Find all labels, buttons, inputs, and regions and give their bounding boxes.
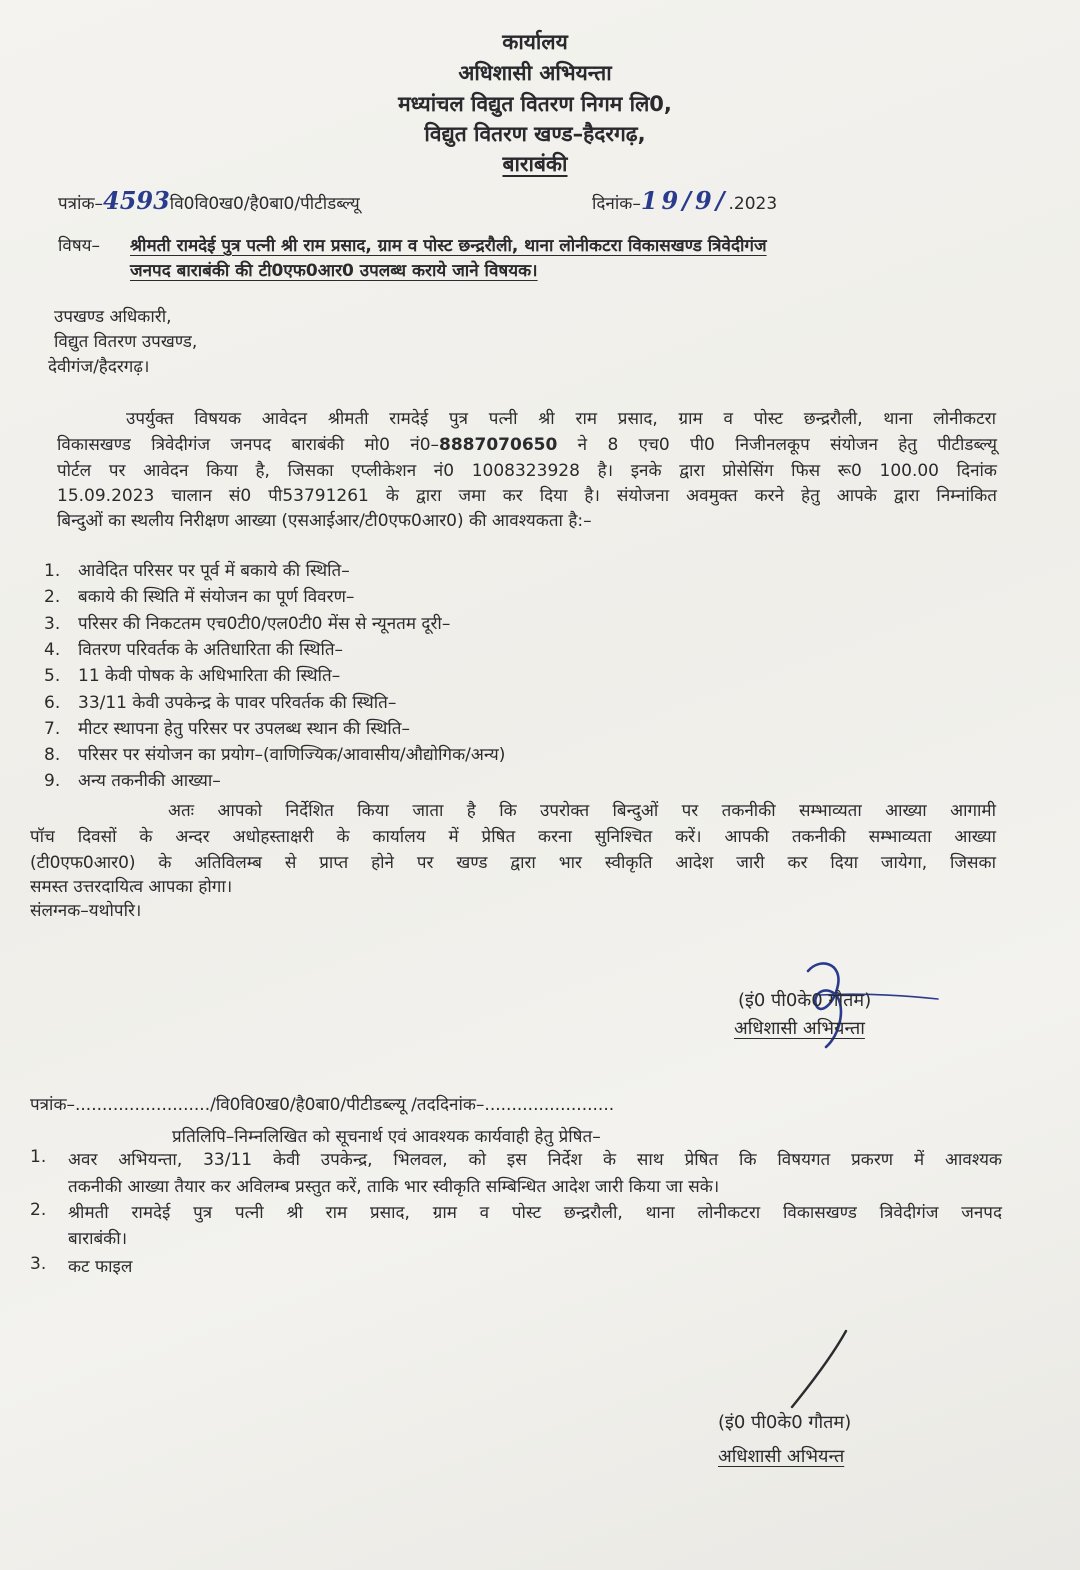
body-para2-line-3: (टी0एफ0आर0) के अतिविलम्ब से प्राप्त होने पर खण्ड द्वारा भार स्वीकृति आदेश जारी कर दिया जायेगा, जिसका — [30, 853, 996, 873]
copy-item-3-num: 3. — [30, 1254, 47, 1274]
copy-item-2-num: 2. — [30, 1200, 47, 1220]
address-line-1: उपखण्ड अधिकारी, — [54, 307, 172, 327]
inspection-point-number: 6. — [44, 692, 61, 713]
inspection-point-text: 11 केवी पोषक के अधिभारिता की स्थिति– — [78, 666, 341, 687]
body-para1-line-2: विकासखण्ड त्रिवेदीगंज जनपद बाराबंकी मो0 नं0–8887070650 ने 8 एच0 पी0 निजीनलकूप संयोजन हेतु पीटीडब्ल्यू — [57, 435, 997, 455]
body-para1-line-3: पोर्टल पर आवेदन किया है, जिसका एप्लीकेशन नं0 1008323928 है। इनके द्वारा प्रोसेसिंग फिस रू0 100.00 दिनांक — [57, 461, 997, 481]
enclosure-note: संलग्नक–यथोपरि। — [30, 901, 142, 921]
inspection-point-6 — [44, 690, 396, 713]
reference-number-handwritten: 4593 — [103, 186, 170, 215]
copy-reference-line: पत्रांक–........................./वि0वि0ख0/है0बा0/पीटीडब्ल्यू /तददिनांक–........................ — [30, 1095, 615, 1115]
inspection-point-text: अन्य तकनीकी आख्या– — [78, 771, 221, 792]
body-para2-line-4: समस्त उत्तरदायित्व आपका होगा। — [30, 877, 233, 897]
copy-intro: प्रतिलिपि–निम्नलिखित को सूचनार्थ एवं आवश्यक कार्यवाही हेतु प्रेषित– — [172, 1127, 601, 1147]
inspection-point-8 — [44, 742, 505, 765]
signature-1-designation: अधिशासी अभियन्ता — [734, 1018, 865, 1039]
signature-1-name: (इं0 पी0के0 गौतम) — [738, 990, 872, 1011]
header-designation: अधिशासी अभियन्ता — [458, 61, 612, 85]
inspection-point-number: 9. — [44, 771, 61, 792]
mobile-number: 8887070650 — [439, 435, 558, 455]
header-district: बाराबंकी — [502, 152, 568, 176]
inspection-point-4 — [44, 637, 343, 660]
body-para1-line-5: बिन्दुओं का स्थलीय निरीक्षण आख्या (एसआईआर/टी0एफ0आर0) की आवश्यकता है:– — [57, 511, 592, 531]
subject-line-2: जनपद बाराबंकी की टी0एफ0आर0 उपलब्ध कराये जाने विषयक। — [130, 261, 538, 281]
inspection-point-2 — [44, 584, 354, 607]
header-company: मध्यांचल विद्युत वितरण निगम लि0, — [398, 92, 672, 116]
inspection-point-number: 4. — [44, 639, 61, 660]
inspection-point-1 — [44, 558, 350, 581]
reference-prefix: पत्रांक– — [58, 194, 103, 214]
inspection-point-text: बकाये की स्थिति में संयोजन का पूर्ण विवरण– — [78, 587, 355, 608]
inspection-point-number: 1. — [44, 561, 61, 581]
inspection-point-text: परिसर पर संयोजन का प्रयोग–(वाणिज्यिक/आवासीय/औद्योगिक/अन्य) — [78, 745, 506, 766]
address-line-3: देवीगंज/हैदरगढ़। — [48, 357, 150, 377]
signature-2-name: (इं0 पी0के0 गौतम) — [718, 1412, 852, 1433]
date-label: दिनांक– — [592, 194, 641, 214]
address-line-2: विद्युत वितरण उपखण्ड, — [54, 332, 198, 352]
body-para2-line-1: अतः आपको निर्देशित किया जाता है कि उपरोक्त बिन्दुओं पर तकनीकी सम्भाव्यता आख्या आगामी — [168, 801, 996, 821]
inspection-point-5 — [44, 663, 340, 686]
body-para1-line-1: उपर्युक्त विषयक आवेदन श्रीमती रामदेई पुत्र पत्नी श्री राम प्रसाद, ग्राम व पोस्ट छन्द्ररौली, थाना लोनीकटरा — [126, 409, 996, 429]
inspection-point-3 — [44, 611, 450, 634]
inspection-point-text: आवेदित परिसर पर पूर्व में बकाये की स्थिति– — [78, 561, 350, 581]
inspection-point-number: 2. — [44, 587, 61, 608]
inspection-point-number: 7. — [44, 718, 61, 739]
date-handwritten: 19/9/ — [640, 186, 729, 215]
reference-line — [58, 186, 360, 215]
inspection-point-text: 33/11 केवी उपकेन्द्र के पावर परिवर्तक की स्थिति– — [78, 692, 397, 713]
body-para1-line-4: 15.09.2023 चालान सं0 पी53791261 के द्वारा जमा कर दिया है। संयोजना अवमुक्त करने हेतु आपके द्वारा निम्नांकित — [57, 486, 997, 506]
inspection-point-text: मीटर स्थापना हेतु परिसर पर उपलब्ध स्थान की स्थिति– — [78, 718, 410, 739]
copy-item-1-line-1: अवर अभियन्ता, 33/11 केवी उपकेन्द्र, भिलवल, को इस निर्देश के साथ प्रेषित कि विषयगत प्रकरण में आवश्यक — [68, 1150, 1002, 1170]
inspection-point-text: वितरण परिवर्तक के अतिधारिता की स्थिति– — [78, 639, 344, 660]
reference-suffix: वि0वि0ख0/है0बा0/पीटीडब्ल्यू — [169, 194, 360, 214]
inspection-point-number: 3. — [44, 613, 61, 634]
inspection-point-9 — [44, 768, 221, 791]
copy-item-3-line-1: कट फाइल — [68, 1257, 133, 1277]
inspection-point-number: 8. — [44, 745, 61, 766]
copy-item-2-line-2: बाराबंकी। — [68, 1229, 128, 1249]
subject-label: विषय– — [58, 236, 101, 256]
inspection-point-number: 5. — [44, 666, 61, 687]
inspection-point-text: परिसर की निकटतम एच0टी0/एल0टी0 मेंस से न्यूनतम दूरी– — [78, 613, 451, 634]
signature-stroke-2 — [770, 1325, 870, 1415]
header-division: विद्युत वितरण खण्ड–हैदरगढ़, — [424, 122, 646, 146]
copy-item-2-line-1: श्रीमती रामदेई पुत्र पत्नी श्री राम प्रसाद, ग्राम व पोस्ट छन्द्ररौली, थाना लोनीकटरा विकासखण्ड त्रिवेदीगंज जनपद — [68, 1203, 1002, 1223]
body-para2-line-2: पॉच दिवसों के अन्दर अधोहस्ताक्षरी के कार्यालय में प्रेषित करना सुनिश्चित करें। आपकी तकनीकी सम्भाव्यता आख्या — [30, 827, 996, 847]
signature-2-designation: अधिशासी अभियन्त — [718, 1446, 845, 1467]
copy-item-1-line-2: तकनीकी आख्या तैयार कर अविलम्ब प्रस्तुत करें, ताकि भार स्वीकृति सम्बिन्धित आदेश जारी किया जा सके। — [68, 1177, 720, 1197]
inspection-point-7 — [44, 716, 410, 739]
date-year: .2023 — [728, 194, 778, 214]
copy-item-1-num: 1. — [30, 1147, 47, 1167]
date-line — [592, 186, 777, 215]
header-office: कार्यालय — [502, 30, 568, 54]
subject-line-1: श्रीमती रामदेई पुत्र पत्नी श्री राम प्रसाद, ग्राम व पोस्ट छन्द्ररौली, थाना लोनीकटरा विकासखण्ड त्रिवेदीगंज — [130, 236, 767, 256]
